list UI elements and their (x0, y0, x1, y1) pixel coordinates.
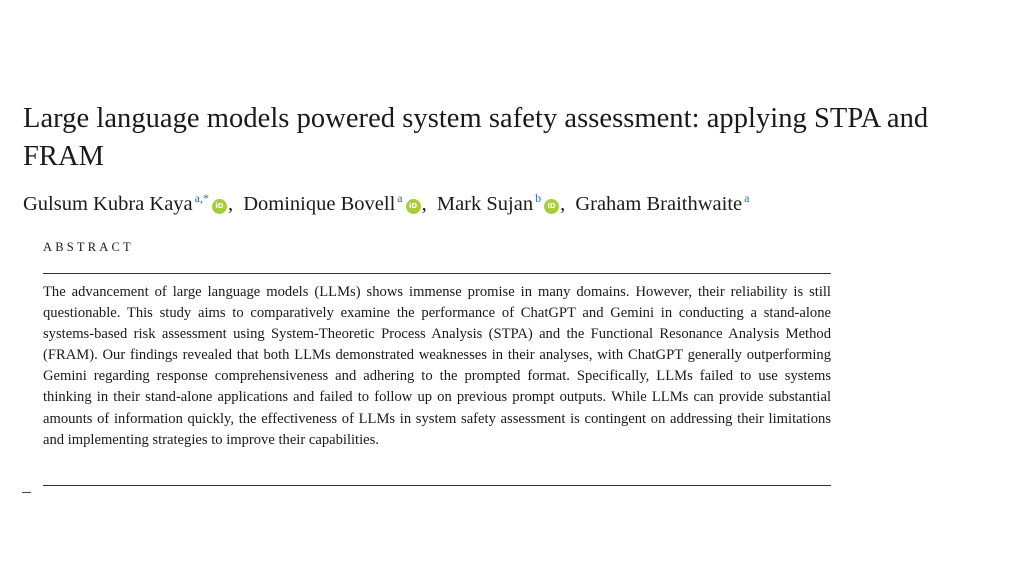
author-bovell (243, 193, 431, 215)
orcid-icon[interactable]: iD (212, 199, 227, 214)
author-list (23, 190, 1013, 218)
author-name: Gulsum Kubra Kaya (23, 193, 193, 215)
abstract-top-rule (43, 273, 831, 274)
affiliation-link[interactable]: a (744, 191, 750, 206)
abstract-bottom-rule (43, 485, 831, 486)
orcid-icon[interactable]: iD (406, 199, 421, 214)
abstract-text: The advancement of large language models (LLMs) shows immense promise in many domains. However, their reliability is still questionable. This study aims to comparatively examine the performance of ChatGPT and Gemini in conducting a stand-alone systems-based risk assessment using System-Theoretic Process Analysis (STPA) and the Functional Resonance Analysis Method (FRAM). Our findings revealed that both LLMs demonstrated weaknesses in their analyses, with ChatGPT generally outperforming Gemini regarding response comprehensiveness and adhering to the prompted format. Specifically, LLMs failed to use systems thinking in their stand-alone applications and failed to follow up on previous prompt outputs. While LLMs can provide substantial amounts of information quickly, the effectiveness of LLMs in system safety assessment is contingent on addressing their limitations and implementing strategies to improve their capabilities. (43, 284, 831, 448)
author-separator: , (227, 193, 234, 215)
author-separator: , (560, 193, 566, 215)
paper-title: Large language models powered system safety assessment: applying STPA and FRAM (23, 103, 929, 172)
author-name: Graham Braithwaite (575, 193, 743, 215)
author-name: Mark Sujan (436, 193, 534, 215)
author-name: Dominique Bovell (243, 193, 396, 215)
abstract-heading: ABSTRACT (43, 240, 134, 254)
author-braithwaite (575, 193, 749, 215)
author-separator: , (421, 193, 427, 215)
affiliation-link[interactable]: a (397, 191, 403, 206)
author-sujan (437, 193, 570, 215)
affiliation-link[interactable]: b (535, 191, 542, 206)
author-kaya (23, 193, 238, 215)
footnote-mark (22, 492, 31, 493)
orcid-icon[interactable]: iD (544, 199, 559, 214)
affiliation-link[interactable]: a,* (194, 191, 209, 206)
